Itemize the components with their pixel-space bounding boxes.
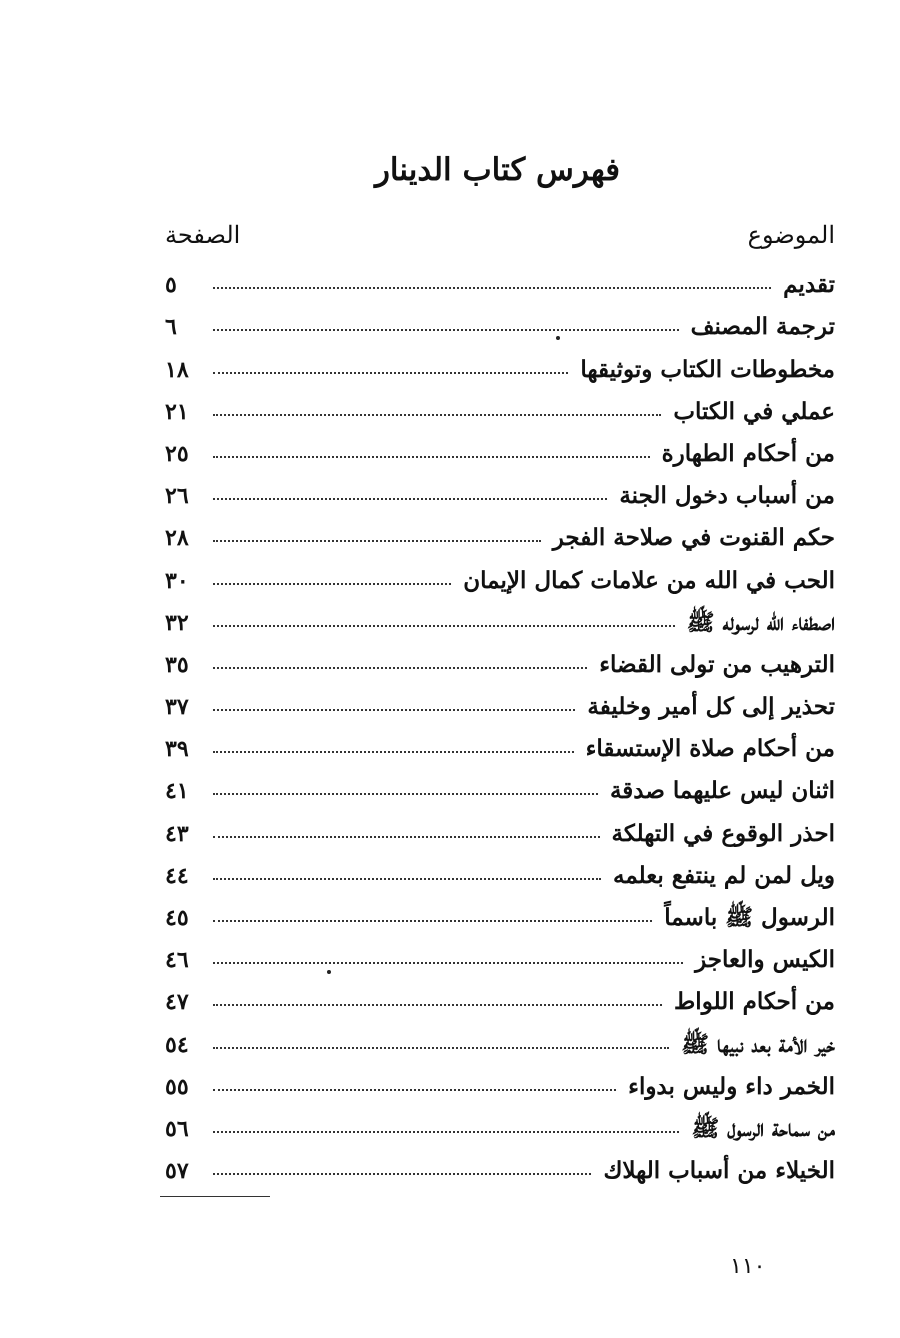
toc-entry	[165, 553, 835, 595]
toc-page-number: ٣٢	[165, 609, 189, 636]
dot-leader	[213, 750, 574, 753]
toc-page-number: ٢٨	[165, 525, 189, 552]
toc-entry	[165, 300, 835, 342]
dot-leader	[213, 1046, 669, 1049]
scan-speck	[556, 336, 560, 340]
toc-entry	[165, 975, 835, 1017]
toc-entry	[165, 596, 835, 638]
toc-entry	[165, 933, 835, 975]
toc-topic: من أسباب دخول الجنة	[619, 482, 835, 510]
dot-leader	[213, 455, 650, 458]
dot-leader	[213, 835, 600, 838]
dot-leader	[213, 1172, 591, 1175]
toc-header	[165, 215, 835, 255]
toc-entry	[165, 806, 835, 848]
page-column-label: الصفحة	[165, 221, 241, 249]
toc-page-number: ٥٦	[165, 1115, 189, 1142]
toc-topic: خير الأمة بعد نبيها ﷺ	[681, 1030, 835, 1058]
toc-page-number: ٣٧	[165, 694, 189, 721]
toc-page-number: ٤٤	[165, 862, 189, 889]
toc-entry	[165, 342, 835, 384]
toc-entry	[165, 258, 835, 300]
toc-topic: الخيلاء من أسباب الهلاك	[603, 1157, 835, 1185]
dot-leader	[213, 708, 575, 711]
dot-leader	[213, 961, 683, 964]
dot-leader	[213, 1088, 616, 1091]
toc-page-number: ٣٥	[165, 651, 189, 678]
table-of-contents	[165, 258, 835, 1186]
toc-page-number: ٤١	[165, 778, 189, 805]
toc-entry	[165, 722, 835, 764]
toc-topic: احذر الوقوع في التهلكة	[611, 819, 835, 847]
toc-topic: ترجمة المصنف	[690, 313, 835, 341]
toc-topic: الكيس والعاجز	[695, 946, 835, 974]
toc-page-number: ٥٤	[165, 1031, 189, 1058]
toc-topic: حكم القنوت في صلاحة الفجر	[552, 524, 835, 552]
dot-leader	[213, 624, 675, 627]
toc-page-number: ١٨	[165, 356, 189, 383]
toc-entry	[165, 469, 835, 511]
toc-topic: الخمر داء وليس بدواء	[628, 1072, 835, 1100]
toc-page-number: ٦	[165, 314, 177, 341]
dot-leader	[213, 328, 679, 331]
toc-page-number: ٥٥	[165, 1073, 189, 1100]
toc-topic: تحذير إلى كل أمير وخليفة	[587, 693, 835, 721]
page-title: فهرس كتاب الدينار	[374, 152, 621, 188]
toc-topic: من سماحة الرسول ﷺ	[691, 1114, 835, 1142]
toc-entry	[165, 891, 835, 933]
toc-entry	[165, 427, 835, 469]
dot-leader	[213, 666, 587, 669]
dot-leader	[213, 792, 598, 795]
dot-leader	[213, 286, 771, 289]
dot-leader	[213, 413, 661, 416]
toc-page-number: ٢٦	[165, 483, 189, 510]
toc-entry	[165, 764, 835, 806]
toc-entry	[165, 1144, 835, 1186]
toc-entry	[165, 638, 835, 680]
dot-leader	[213, 1130, 679, 1133]
toc-topic: من أحكام اللواط	[674, 988, 835, 1016]
toc-topic: مخطوطات الكتاب وتوثيقها	[580, 355, 835, 383]
toc-page-number: ٥	[165, 272, 177, 299]
toc-topic: الحب في الله من علامات كمال الإيمان	[463, 566, 835, 594]
toc-page-number: ٢٥	[165, 440, 189, 467]
toc-page-number: ٣٩	[165, 736, 189, 763]
footnote-rule	[160, 1196, 270, 1197]
toc-topic: اصطفاء الله لرسوله ﷺ	[686, 608, 835, 636]
toc-topic: عملي في الكتاب	[673, 397, 835, 425]
toc-page-number: ٢١	[165, 398, 189, 425]
toc-topic: من أحكام الطهارة	[661, 439, 835, 467]
toc-entry	[165, 1102, 835, 1144]
toc-page-number: ٤٧	[165, 989, 189, 1016]
topic-column-label: الموضوع	[747, 221, 835, 249]
toc-topic: تقديم	[783, 271, 835, 299]
dot-leader	[213, 497, 607, 500]
toc-topic: ويل لمن لم ينتفع بعلمه	[613, 861, 835, 889]
dot-leader	[213, 539, 541, 542]
toc-entry	[165, 1017, 835, 1059]
toc-topic: اثنان ليس عليهما صدقة	[609, 777, 835, 805]
dot-leader	[213, 582, 451, 585]
dot-leader	[213, 877, 601, 880]
toc-entry	[165, 385, 835, 427]
toc-page-number: ٤٥	[165, 905, 189, 931]
toc-topic: من أحكام صلاة الإستسقاء	[585, 735, 835, 763]
toc-page-number: ٤٦	[165, 947, 189, 974]
dot-leader	[213, 1003, 662, 1006]
toc-topic: الرسول ﷺ باسماً	[664, 904, 835, 931]
toc-entry	[165, 680, 835, 722]
scan-speck	[327, 970, 331, 974]
toc-page-number: ٣٠	[165, 567, 189, 594]
dot-leader	[213, 371, 568, 374]
dot-leader	[213, 919, 652, 922]
toc-entry	[165, 511, 835, 553]
folio-page-number: ١١٠	[730, 1254, 766, 1279]
toc-topic: الترهيب من تولى القضاء	[599, 650, 835, 678]
toc-entry	[165, 1060, 835, 1102]
toc-entry	[165, 849, 835, 891]
toc-page-number: ٥٧	[165, 1158, 189, 1185]
toc-page-number: ٤٣	[165, 820, 189, 847]
